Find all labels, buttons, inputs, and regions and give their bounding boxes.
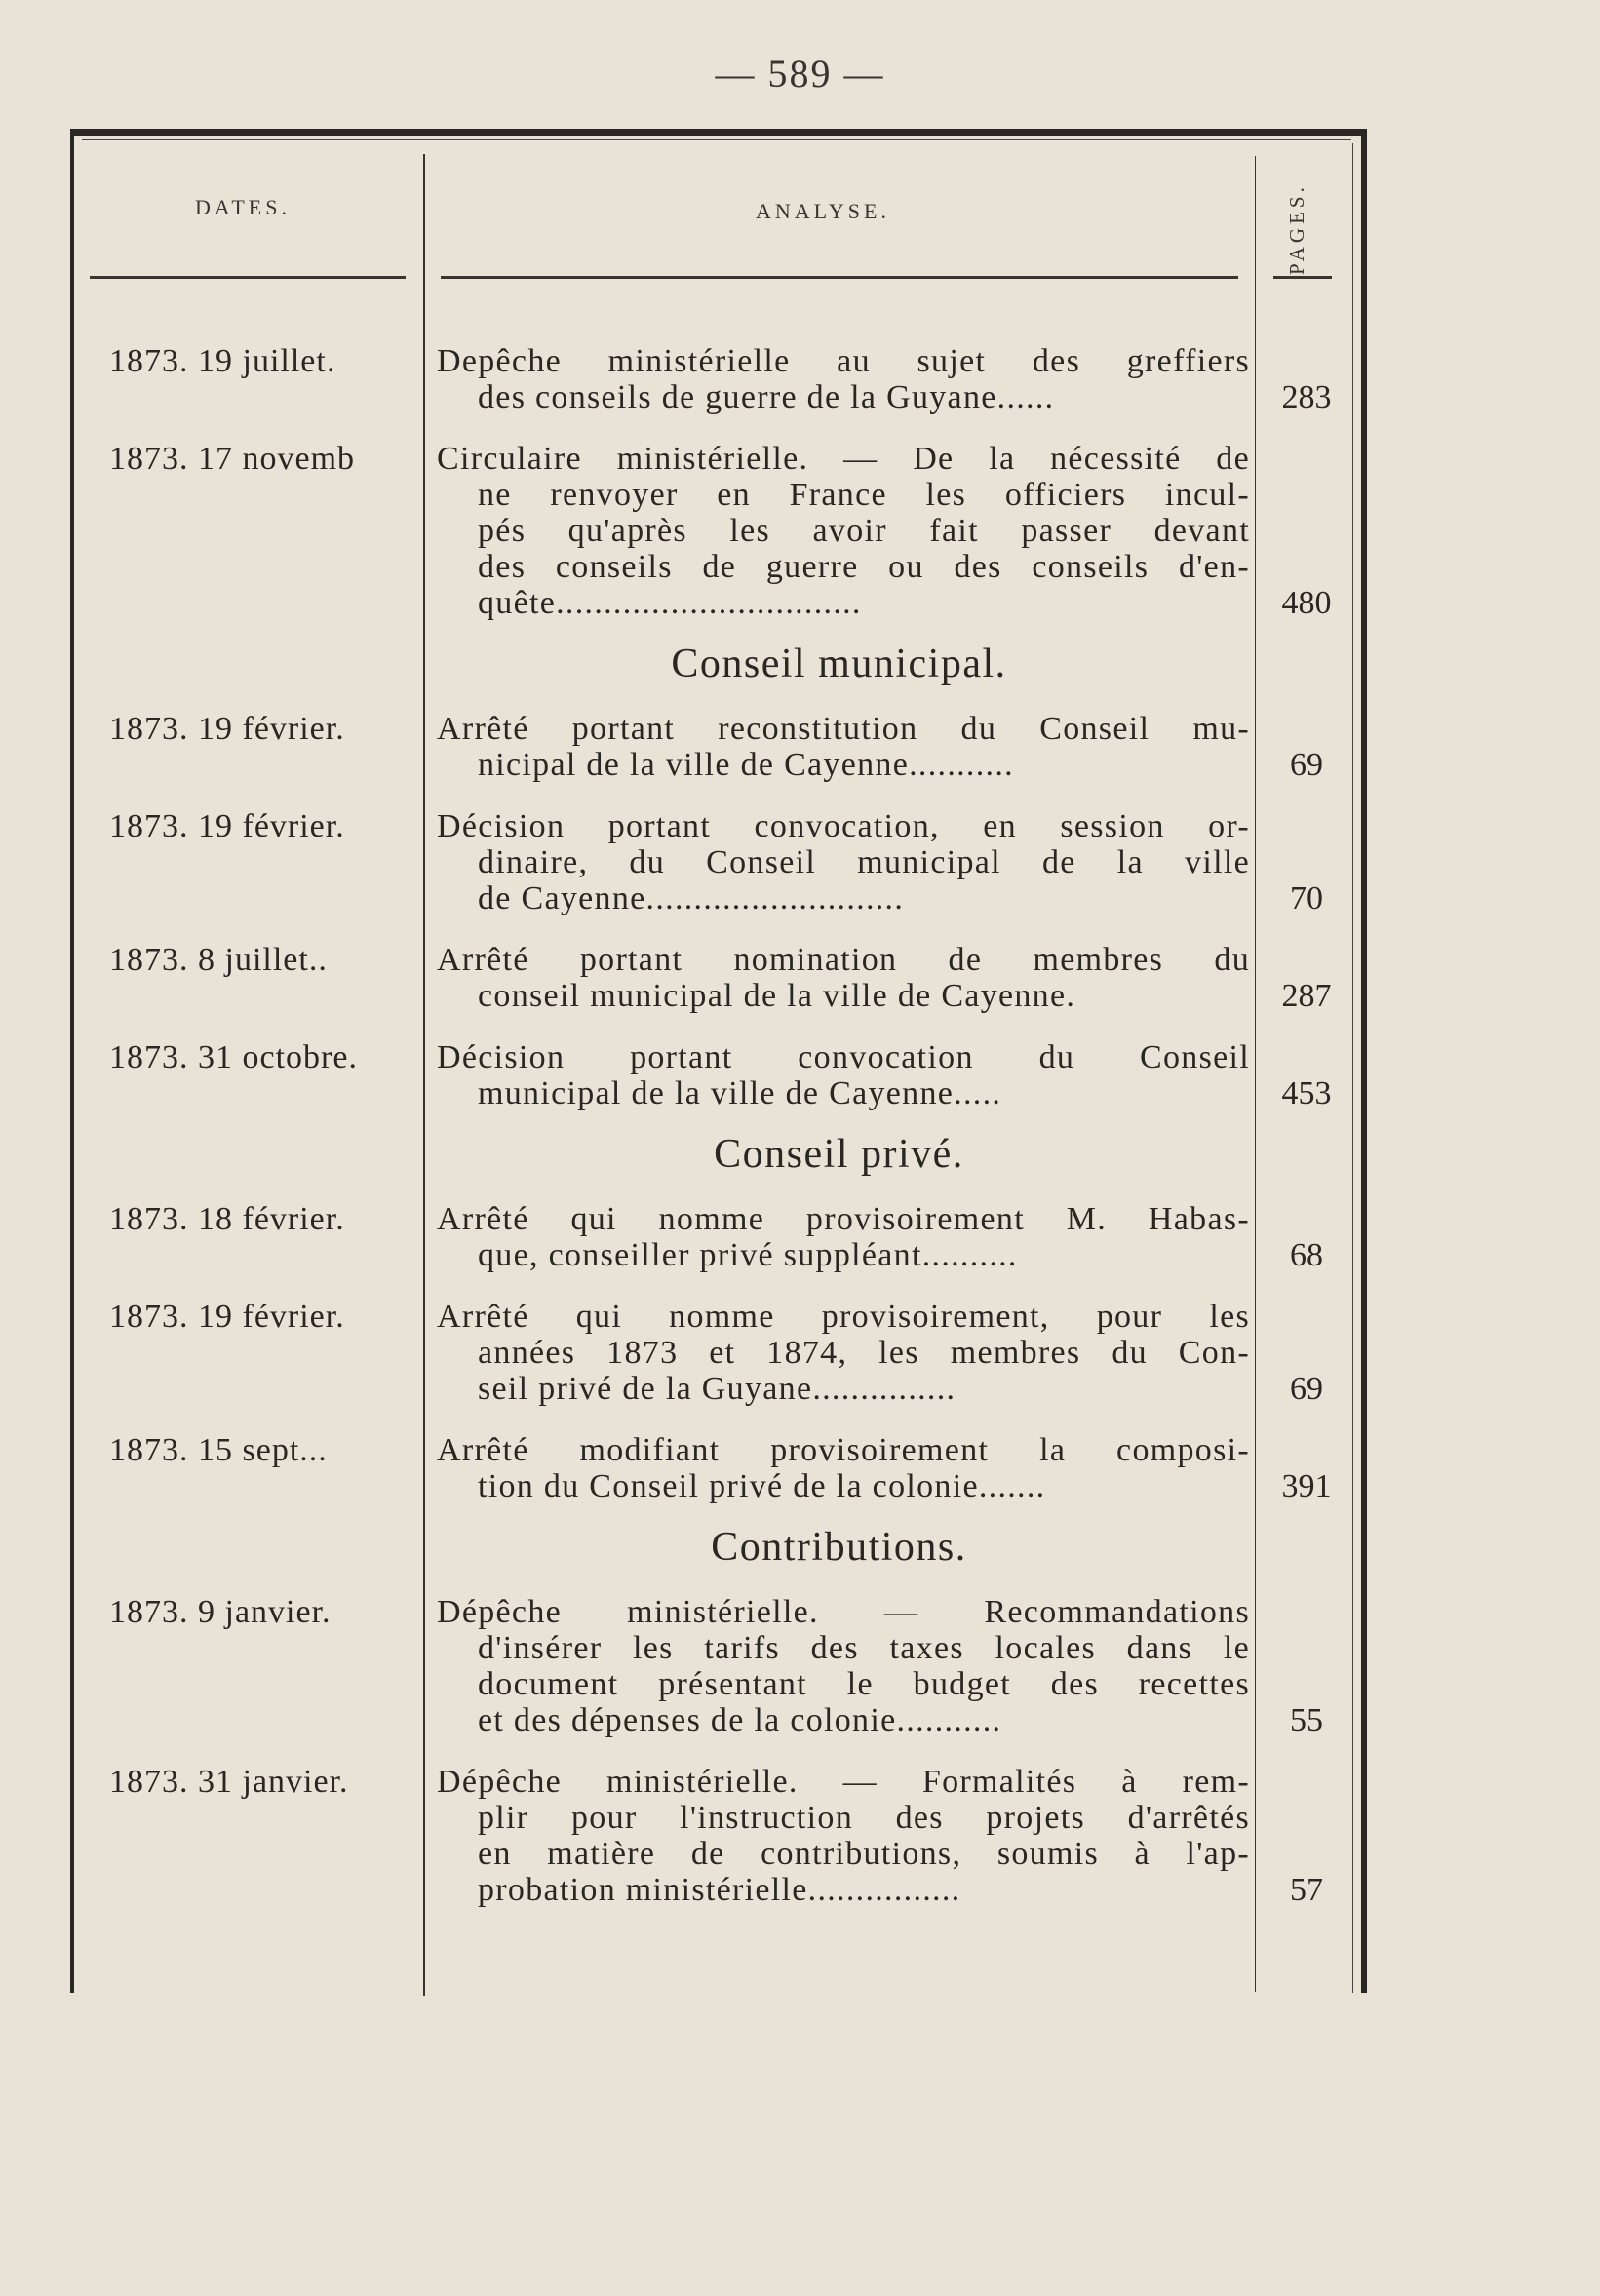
entry-analysis xyxy=(437,1594,1250,1738)
entry-analysis-line: quête................................ xyxy=(478,585,862,621)
pages-column-rule xyxy=(1255,156,1256,1992)
header-dates: DATES. xyxy=(195,195,291,219)
entry-analysis-line: et des dépenses de la colonie........... xyxy=(478,1702,1002,1738)
section-heading: Conseil municipal. xyxy=(671,642,1007,686)
entry-analysis-line: années 1873 et 1874, les membres du Con- xyxy=(478,1335,1250,1371)
entry-page-ref: 69 xyxy=(1290,1371,1323,1407)
header-analyse: ANALYSE. xyxy=(756,199,890,223)
section-heading: Conseil privé. xyxy=(714,1132,964,1177)
header-pages: PAGES. xyxy=(1285,183,1308,275)
entry-analysis-line: tion du Conseil privé de la colonie....... xyxy=(478,1468,1046,1504)
header-rule-pages xyxy=(1273,276,1332,279)
entry-analysis-line: de Cayenne........................... xyxy=(478,880,905,916)
entry-date: 1873. 19 juillet. xyxy=(109,343,336,379)
entry-analysis-line: Dépêche ministérielle. — Recommandations xyxy=(437,1594,1250,1630)
entry-analysis-line: plir pour l'instruction des projets d'arrêtés xyxy=(478,1800,1250,1836)
entry-date: 1873. 8 juillet.. xyxy=(109,942,328,978)
entry-analysis-line: Arrêté portant nomination de membres du xyxy=(437,942,1250,978)
entry-page-ref: 70 xyxy=(1290,880,1323,916)
entry-analysis xyxy=(437,343,1250,415)
entry-analysis-line: Arrêté portant reconstitution du Conseil mu- xyxy=(437,711,1250,747)
entry-analysis xyxy=(437,711,1250,783)
entry-analysis-line: d'insérer les tarifs des taxes locales dans le xyxy=(478,1630,1250,1666)
entry-date: 1873. 9 janvier. xyxy=(109,1594,332,1630)
entry-analysis-line: probation ministérielle................ xyxy=(478,1872,961,1908)
entry-date: 1873. 15 sept... xyxy=(109,1432,328,1468)
entry-page-ref: 287 xyxy=(1281,978,1332,1014)
entry-analysis xyxy=(437,1039,1250,1111)
entry-date: 1873. 19 février. xyxy=(109,808,345,844)
entry-page-ref: 68 xyxy=(1290,1237,1323,1273)
entry-analysis-line: que, conseiller privé suppléant.......... xyxy=(478,1237,1018,1273)
entry-analysis-line: Arrêté qui nomme provisoirement, pour les xyxy=(437,1299,1250,1335)
entry-date: 1873. 19 février. xyxy=(109,1299,345,1335)
entry-page-ref: 480 xyxy=(1281,585,1332,621)
entry-analysis-line: Circulaire ministérielle. — De la nécessité de xyxy=(437,441,1250,477)
entry-page-ref: 57 xyxy=(1290,1872,1323,1908)
entry-analysis-line: dinaire, du Conseil municipal de la ville xyxy=(478,844,1250,880)
entry-analysis-line: document présentant le budget des recettes xyxy=(478,1666,1250,1702)
entry-date: 1873. 31 octobre. xyxy=(109,1039,358,1075)
entry-analysis-line: pés qu'après les avoir fait passer devant xyxy=(478,513,1250,549)
dates-column-rule xyxy=(423,154,425,1996)
entry-analysis xyxy=(437,1764,1250,1908)
entry-analysis-line: conseil municipal de la ville de Cayenne. xyxy=(478,978,1076,1014)
entry-page-ref: 453 xyxy=(1281,1075,1332,1111)
entry-analysis xyxy=(437,1201,1250,1273)
entry-page-ref: 55 xyxy=(1290,1702,1323,1738)
header-rule-analyse xyxy=(441,276,1238,279)
header-rule-dates xyxy=(90,276,406,279)
entry-analysis-line: seil privé de la Guyane............... xyxy=(478,1371,956,1407)
entry-analysis-line: Décision portant convocation du Conseil xyxy=(437,1039,1250,1075)
entry-analysis-line: nicipal de la ville de Cayenne........... xyxy=(478,747,1014,783)
entry-analysis-line: Depêche ministérielle au sujet des greffiers xyxy=(437,343,1250,379)
entry-analysis xyxy=(437,942,1250,1014)
entry-date: 1873. 18 février. xyxy=(109,1201,345,1237)
entry-analysis-line: en matière de contributions, soumis à l'ap- xyxy=(478,1836,1250,1872)
entry-analysis-line: municipal de la ville de Cayenne..... xyxy=(478,1075,1002,1111)
entry-analysis xyxy=(437,1432,1250,1504)
entry-analysis xyxy=(437,1299,1250,1407)
entry-analysis xyxy=(437,441,1250,621)
page-number: — 589 — xyxy=(715,52,885,96)
entry-analysis-line: ne renvoyer en France les officiers incul- xyxy=(478,477,1250,513)
entry-analysis-line: Arrêté modifiant provisoirement la composi- xyxy=(437,1432,1250,1468)
entry-date: 1873. 19 février. xyxy=(109,711,345,747)
entry-analysis xyxy=(437,808,1250,916)
entry-page-ref: 283 xyxy=(1281,379,1332,415)
entry-analysis-line: Décision portant convocation, en session or- xyxy=(437,808,1250,844)
entry-analysis-line: Arrêté qui nomme provisoirement M. Habas- xyxy=(437,1201,1250,1237)
entry-date: 1873. 31 janvier. xyxy=(109,1764,349,1800)
entry-analysis-line: des conseils de guerre ou des conseils d'en- xyxy=(478,549,1250,585)
entry-page-ref: 391 xyxy=(1281,1468,1332,1504)
entry-page-ref: 69 xyxy=(1290,747,1323,783)
entry-date: 1873. 17 novemb xyxy=(109,441,356,477)
entry-analysis-line: des conseils de guerre de la Guyane...... xyxy=(478,379,1055,415)
entry-analysis-line: Dépêche ministérielle. — Formalités à rem- xyxy=(437,1764,1250,1800)
section-heading: Contributions. xyxy=(711,1525,967,1570)
